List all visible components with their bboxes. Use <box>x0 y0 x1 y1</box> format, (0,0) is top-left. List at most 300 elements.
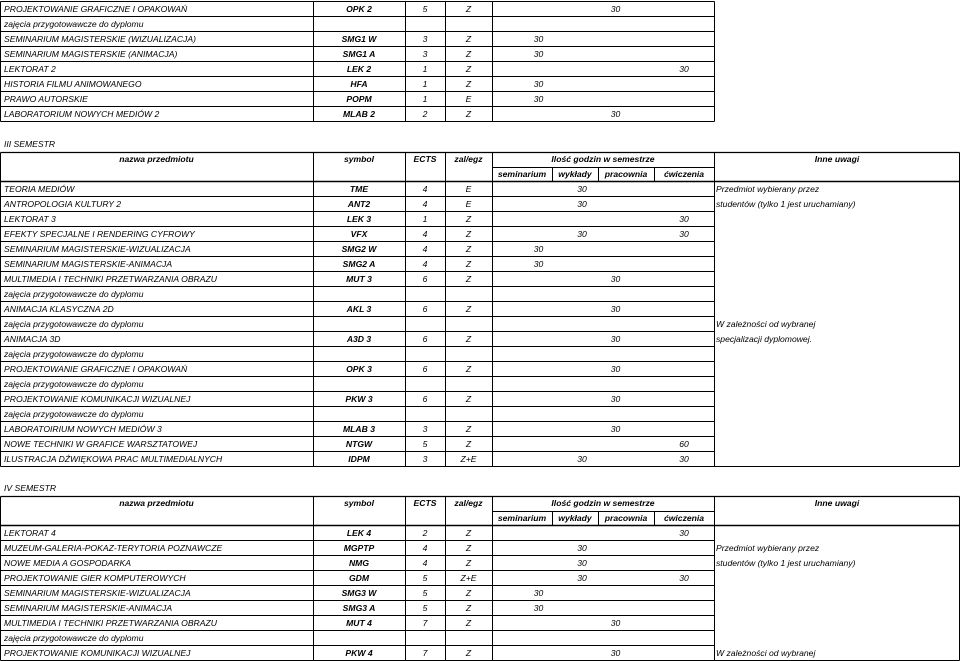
semester-3-title: III SEMESTR <box>4 139 56 149</box>
course-name: MULTIMEDIA I TECHNIKI PRZETWARZANIA OBRAZU <box>4 618 217 628</box>
course-symbol: LEK 4 <box>346 528 372 538</box>
table-row <box>0 347 960 362</box>
course-ects: 1 <box>422 64 428 74</box>
header-ilosc: Ilość godzin w semestrze <box>551 498 655 508</box>
course-symbol: ANT2 <box>347 199 371 209</box>
course-name: NOWE TECHNIKI W GRAFICE WARSZTATOWEJ <box>4 439 198 449</box>
course-name: zajęcia przygotowawcze do dyplomu <box>4 19 144 29</box>
hours-pracownia <box>598 32 633 47</box>
table-row <box>0 407 960 422</box>
course-ects: 4 <box>422 558 428 568</box>
hours-pracownia <box>598 541 633 556</box>
course-ects: 4 <box>422 244 428 254</box>
course-uwagi <box>714 362 960 377</box>
header-ects: ECTS <box>413 498 437 508</box>
course-symbol: LEK 2 <box>346 64 372 74</box>
course-symbol: OPK 3 <box>346 364 372 374</box>
course-uwagi <box>714 32 960 47</box>
hours-cwiczenia <box>654 242 714 257</box>
course-name: ANIMACJA 3D <box>4 334 61 344</box>
course-zal <box>445 317 492 332</box>
course-zal <box>445 347 492 362</box>
course-zal: Z <box>465 528 472 538</box>
course-zal <box>445 287 492 302</box>
hours-pracownia <box>598 631 633 646</box>
table-row <box>0 571 960 586</box>
table-row <box>0 92 960 107</box>
hours-pracownia: 30 <box>610 618 621 628</box>
course-name: SEMINARIUM MAGISTERSKIE-ANIMACJA <box>4 259 173 269</box>
course-symbol: SMG1 A <box>342 49 376 59</box>
hours-cwiczenia <box>654 182 714 197</box>
course-zal: Z <box>465 49 472 59</box>
course-uwagi <box>714 302 960 317</box>
course-ects: 5 <box>422 588 428 598</box>
hours-cwiczenia: 30 <box>679 573 689 583</box>
course-uwagi <box>714 586 960 601</box>
hours-wyklady: 30 <box>577 543 587 553</box>
hours-seminarium: 30 <box>533 603 544 613</box>
course-zal: Z <box>465 229 472 239</box>
table-row <box>0 77 960 92</box>
hours-cwiczenia <box>654 302 714 317</box>
course-uwagi <box>714 347 960 362</box>
course-uwagi <box>714 601 960 616</box>
header-uwagi: Inne uwagi <box>814 498 860 508</box>
hours-cwiczenia <box>654 616 714 631</box>
hours-cwiczenia <box>654 586 714 601</box>
hours-cwiczenia <box>654 317 714 332</box>
course-zal: Z <box>465 259 472 269</box>
hours-wyklady: 30 <box>577 184 587 194</box>
course-name: HISTORIA FILMU ANIMOWANEGO <box>4 79 142 89</box>
table-row <box>0 197 960 212</box>
header-symbol: symbol <box>343 498 375 508</box>
table-row <box>0 377 960 392</box>
hours-cwiczenia: 30 <box>679 454 689 464</box>
course-uwagi <box>714 2 960 17</box>
course-symbol: MGPTP <box>343 543 375 553</box>
course-zal: E <box>465 199 472 209</box>
course-ects: 5 <box>422 439 428 449</box>
hours-cwiczenia <box>654 92 714 107</box>
course-name: SEMINARIUM MAGISTERSKIE-WIZUALIZACJA <box>4 244 191 254</box>
hours-cwiczenia <box>654 47 714 62</box>
course-zal: Z <box>465 34 472 44</box>
table-row <box>0 227 960 242</box>
hours-pracownia: 30 <box>610 274 621 284</box>
course-name: SEMINARIUM MAGISTERSKIE (WIZUALIZACJA) <box>4 34 196 44</box>
course-symbol: VFX <box>350 229 368 239</box>
table-row <box>0 556 960 571</box>
header-pracownia: pracownia <box>604 513 648 523</box>
header-wyklady: wykłady <box>558 513 592 523</box>
course-zal: Z <box>465 244 472 254</box>
course-ects: 1 <box>422 79 428 89</box>
hours-seminarium: 30 <box>533 79 544 89</box>
hours-pracownia <box>598 586 633 601</box>
hours-pracownia <box>598 62 633 77</box>
course-ects: 5 <box>422 4 428 14</box>
course-uwagi <box>714 212 960 227</box>
hours-pracownia <box>598 526 633 541</box>
hours-pracownia: 30 <box>610 334 621 344</box>
course-ects: 6 <box>422 394 428 404</box>
hours-seminarium: 30 <box>533 34 544 44</box>
hours-seminarium: 30 <box>533 94 544 104</box>
course-name: SEMINARIUM MAGISTERSKIE-ANIMACJA <box>4 603 173 613</box>
course-ects: 4 <box>422 184 428 194</box>
course-zal: Z <box>465 439 472 449</box>
course-symbol: MUT 4 <box>346 618 372 628</box>
hours-cwiczenia <box>654 272 714 287</box>
course-symbol: PKW 4 <box>345 648 373 658</box>
hours-cwiczenia <box>654 332 714 347</box>
course-uwagi <box>714 631 960 646</box>
hours-pracownia <box>598 92 633 107</box>
hours-cwiczenia <box>654 347 714 362</box>
hours-pracownia <box>598 317 633 332</box>
table-row <box>0 452 960 467</box>
course-ects <box>405 347 445 362</box>
course-symbol: A3D 3 <box>346 334 372 344</box>
table-row <box>0 586 960 601</box>
course-zal <box>445 17 492 32</box>
hours-cwiczenia <box>654 392 714 407</box>
hours-wyklady: 30 <box>577 573 587 583</box>
course-name: zajęcia przygotowawcze do dyplomu <box>4 409 144 419</box>
hours-pracownia <box>598 347 633 362</box>
hours-pracownia <box>598 242 633 257</box>
table-row <box>0 362 960 377</box>
hours-cwiczenia <box>654 556 714 571</box>
hours-pracownia: 30 <box>610 394 621 404</box>
header-zal: zal/egz <box>454 498 483 508</box>
course-symbol: IDPM <box>348 454 370 464</box>
course-uwagi <box>714 616 960 631</box>
course-symbol <box>313 17 405 32</box>
table-row <box>0 601 960 616</box>
course-symbol: PKW 3 <box>345 394 373 404</box>
course-zal: Z <box>465 64 472 74</box>
table-row <box>0 107 960 122</box>
hours-pracownia <box>598 556 633 571</box>
hours-seminarium: 30 <box>533 259 544 269</box>
hours-pracownia <box>598 407 633 422</box>
header-cwiczenia: ćwiczenia <box>663 169 705 179</box>
hours-cwiczenia: 60 <box>679 439 689 449</box>
table-row <box>0 242 960 257</box>
course-symbol: NTGW <box>345 439 373 449</box>
course-ects: 7 <box>422 648 428 658</box>
course-symbol: GDM <box>348 573 370 583</box>
course-name: MULTIMEDIA I TECHNIKI PRZETWARZANIA OBRAZU <box>4 274 217 284</box>
course-name: MUZEUM-GALERIA-POKAZ-TERYTORIA POZNAWCZE <box>4 543 223 553</box>
hours-cwiczenia <box>654 2 714 17</box>
course-ects: 6 <box>422 274 428 284</box>
course-ects <box>405 377 445 392</box>
course-zal: Z <box>465 274 472 284</box>
course-zal: Z+E <box>460 454 477 464</box>
hours-seminarium: 30 <box>533 244 544 254</box>
course-symbol: AKL 3 <box>346 304 372 314</box>
course-name: zajęcia przygotowawcze do dyplomu <box>4 379 144 389</box>
course-zal <box>445 631 492 646</box>
course-symbol <box>313 347 405 362</box>
table-row <box>0 32 960 47</box>
hours-pracownia: 30 <box>610 304 621 314</box>
hours-cwiczenia <box>654 77 714 92</box>
hours-cwiczenia <box>654 257 714 272</box>
course-zal: Z <box>465 424 472 434</box>
course-ects <box>405 287 445 302</box>
table-row <box>0 437 960 452</box>
table-row <box>0 182 960 197</box>
hours-wyklady: 30 <box>577 229 587 239</box>
course-ects: 5 <box>422 603 428 613</box>
course-symbol <box>313 287 405 302</box>
table-row <box>0 616 960 631</box>
course-uwagi <box>714 272 960 287</box>
course-name: SEMINARIUM MAGISTERSKIE-WIZUALIZACJA <box>4 588 191 598</box>
table-row <box>0 332 960 347</box>
hours-pracownia <box>598 257 633 272</box>
course-ects: 2 <box>422 528 428 538</box>
course-symbol: SMG3 A <box>342 603 376 613</box>
course-ects <box>405 631 445 646</box>
course-zal: Z <box>465 648 472 658</box>
hours-cwiczenia <box>654 287 714 302</box>
hours-pracownia: 30 <box>610 648 621 658</box>
course-name: PROJEKTOWANIE KOMUNIKACJI WIZUALNEJ <box>4 394 191 404</box>
hours-pracownia: 30 <box>610 364 621 374</box>
course-zal: E <box>465 94 472 104</box>
course-zal <box>445 407 492 422</box>
course-uwagi <box>714 392 960 407</box>
table-row <box>0 287 960 302</box>
hours-pracownia <box>598 17 633 32</box>
hours-cwiczenia <box>654 646 714 661</box>
course-zal: Z <box>465 543 472 553</box>
hours-cwiczenia <box>654 17 714 32</box>
hours-cwiczenia: 30 <box>679 229 689 239</box>
course-name: PROJEKTOWANIE GIER KOMPUTEROWYCH <box>4 573 186 583</box>
course-ects: 7 <box>422 618 428 628</box>
course-zal: Z <box>465 558 472 568</box>
course-uwagi <box>714 107 960 122</box>
hours-pracownia <box>598 197 633 212</box>
header-pracownia: pracownia <box>604 169 648 179</box>
course-uwagi <box>714 62 960 77</box>
table-row <box>0 422 960 437</box>
course-symbol: SMG2 A <box>342 259 376 269</box>
hours-pracownia <box>598 47 633 62</box>
hours-cwiczenia: 30 <box>679 64 689 74</box>
course-name: PRAWO AUTORSKIE <box>4 94 88 104</box>
course-zal <box>445 377 492 392</box>
hours-cwiczenia <box>654 541 714 556</box>
course-symbol: MLAB 2 <box>343 109 375 119</box>
table-row <box>0 2 960 17</box>
course-ects <box>405 407 445 422</box>
course-zal: Z <box>465 79 472 89</box>
hours-pracownia <box>598 452 633 467</box>
hours-cwiczenia <box>654 631 714 646</box>
course-uwagi <box>714 452 960 467</box>
course-zal: Z <box>465 304 472 314</box>
hours-cwiczenia <box>654 601 714 616</box>
course-uwagi <box>714 227 960 242</box>
table-row <box>0 17 960 32</box>
course-ects: 5 <box>422 573 428 583</box>
course-ects: 6 <box>422 334 428 344</box>
course-zal: Z <box>465 618 472 628</box>
table-row <box>0 257 960 272</box>
hours-cwiczenia: 30 <box>679 528 689 538</box>
course-zal: Z <box>465 603 472 613</box>
hours-pracownia <box>598 601 633 616</box>
course-symbol: HFA <box>350 79 368 89</box>
course-name: zajęcia przygotowawcze do dyplomu <box>4 319 144 329</box>
course-uwagi <box>714 422 960 437</box>
course-ects: 2 <box>422 109 428 119</box>
course-ects <box>405 317 445 332</box>
course-zal: E <box>465 184 472 194</box>
course-name: PROJEKTOWANIE GRAFICZNE I OPAKOWAŃ <box>4 364 188 374</box>
course-symbol: MUT 3 <box>346 274 372 284</box>
hours-pracownia <box>598 77 633 92</box>
course-uwagi <box>714 92 960 107</box>
course-uwagi <box>714 287 960 302</box>
course-ects: 4 <box>422 259 428 269</box>
table-row <box>0 631 960 646</box>
course-name: NOWE MEDIA A GOSPODARKA <box>4 558 132 568</box>
header-nazwa: nazwa przedmiotu <box>119 498 194 508</box>
hours-cwiczenia <box>654 422 714 437</box>
header-zal: zal/egz <box>454 154 483 164</box>
hours-seminarium: 30 <box>533 588 544 598</box>
course-ects: 3 <box>422 34 428 44</box>
course-uwagi <box>714 437 960 452</box>
header-symbol: symbol <box>343 154 375 164</box>
course-ects: 1 <box>422 94 428 104</box>
header-ects: ECTS <box>413 154 437 164</box>
header-uwagi: Inne uwagi <box>814 154 860 164</box>
course-name: LEKTORAT 2 <box>4 64 56 74</box>
hours-pracownia: 30 <box>610 4 621 14</box>
course-uwagi <box>714 17 960 32</box>
table-row <box>0 541 960 556</box>
header-seminarium: seminarium <box>497 513 547 523</box>
course-symbol: LEK 3 <box>346 214 372 224</box>
header-ilosc: Ilość godzin w semestrze <box>551 154 655 164</box>
course-ects: 6 <box>422 304 428 314</box>
course-uwagi <box>714 407 960 422</box>
header-nazwa: nazwa przedmiotu <box>119 154 194 164</box>
course-symbol: OPK 2 <box>346 4 372 14</box>
course-uwagi: W zależności od wybranej <box>716 319 816 329</box>
course-zal: Z+E <box>460 573 477 583</box>
course-name: zajęcia przygotowawcze do dyplomu <box>4 633 144 643</box>
course-name: PROJEKTOWANIE KOMUNIKACJI WIZUALNEJ <box>4 648 191 658</box>
header-seminarium: seminarium <box>497 169 547 179</box>
table-row <box>0 526 960 541</box>
hours-cwiczenia <box>654 362 714 377</box>
course-symbol <box>313 631 405 646</box>
hours-cwiczenia <box>654 407 714 422</box>
hours-wyklady: 30 <box>577 558 587 568</box>
course-uwagi <box>714 571 960 586</box>
hours-wyklady: 30 <box>577 454 587 464</box>
course-ects: 3 <box>422 454 428 464</box>
course-name: TEORIA MEDIÓW <box>4 184 75 194</box>
table-row <box>0 212 960 227</box>
course-name: LEKTORAT 4 <box>4 528 56 538</box>
course-uwagi <box>714 257 960 272</box>
course-name: LABORATOIRIUM NOWYCH MEDIÓW 3 <box>4 424 162 434</box>
course-uwagi: specjalizacji dyplomowej. <box>716 334 813 344</box>
course-uwagi: studentów (tylko 1 jest uruchamiany) <box>716 199 856 209</box>
course-name: LABORATORIUM NOWYCH MEDIÓW 2 <box>4 109 160 119</box>
hours-pracownia <box>598 212 633 227</box>
hours-pracownia <box>598 437 633 452</box>
course-symbol: SMG3 W <box>341 588 377 598</box>
header-wyklady: wykłady <box>558 169 592 179</box>
course-ects: 3 <box>422 424 428 434</box>
hours-cwiczenia <box>654 107 714 122</box>
course-uwagi <box>714 242 960 257</box>
course-uwagi: Przedmiot wybierany przez <box>716 184 820 194</box>
course-uwagi <box>714 47 960 62</box>
course-ects <box>405 17 445 32</box>
table-row <box>0 646 960 661</box>
course-name: LEKTORAT 3 <box>4 214 56 224</box>
course-name: SEMINARIUM MAGISTERSKIE (ANIMACJA) <box>4 49 178 59</box>
semester-4-title: IV SEMESTR <box>4 483 57 493</box>
course-zal: Z <box>465 4 472 14</box>
course-zal: Z <box>465 394 472 404</box>
course-symbol: SMG1 W <box>341 34 377 44</box>
course-symbol <box>313 317 405 332</box>
course-symbol: TME <box>349 184 369 194</box>
course-symbol: SMG2 W <box>341 244 377 254</box>
header-cwiczenia: ćwiczenia <box>663 513 705 523</box>
course-symbol <box>313 377 405 392</box>
course-symbol: NMG <box>348 558 370 568</box>
hours-pracownia: 30 <box>610 424 621 434</box>
course-zal: Z <box>465 109 472 119</box>
course-ects: 1 <box>422 214 428 224</box>
hours-pracownia <box>598 287 633 302</box>
course-ects: 4 <box>422 543 428 553</box>
course-ects: 4 <box>422 229 428 239</box>
course-name: PROJEKTOWANIE GRAFICZNE I OPAKOWAŃ <box>4 4 188 14</box>
table-row <box>0 392 960 407</box>
course-name: ILUSTRACJA DŹWIĘKOWA PRAC MULTIMEDIALNYCH <box>4 454 223 464</box>
course-name: zajęcia przygotowawcze do dyplomu <box>4 289 144 299</box>
course-name: ANIMACJA KLASYCZNA 2D <box>4 304 114 314</box>
course-zal: Z <box>465 588 472 598</box>
table-row <box>0 272 960 287</box>
course-zal: Z <box>465 214 472 224</box>
course-uwagi: studentów (tylko 1 jest uruchamiany) <box>716 558 856 568</box>
course-uwagi <box>714 377 960 392</box>
course-name: zajęcia przygotowawcze do dyplomu <box>4 349 144 359</box>
hours-cwiczenia <box>654 32 714 47</box>
hours-seminarium: 30 <box>533 49 544 59</box>
course-ects: 4 <box>422 199 428 209</box>
course-uwagi <box>714 77 960 92</box>
